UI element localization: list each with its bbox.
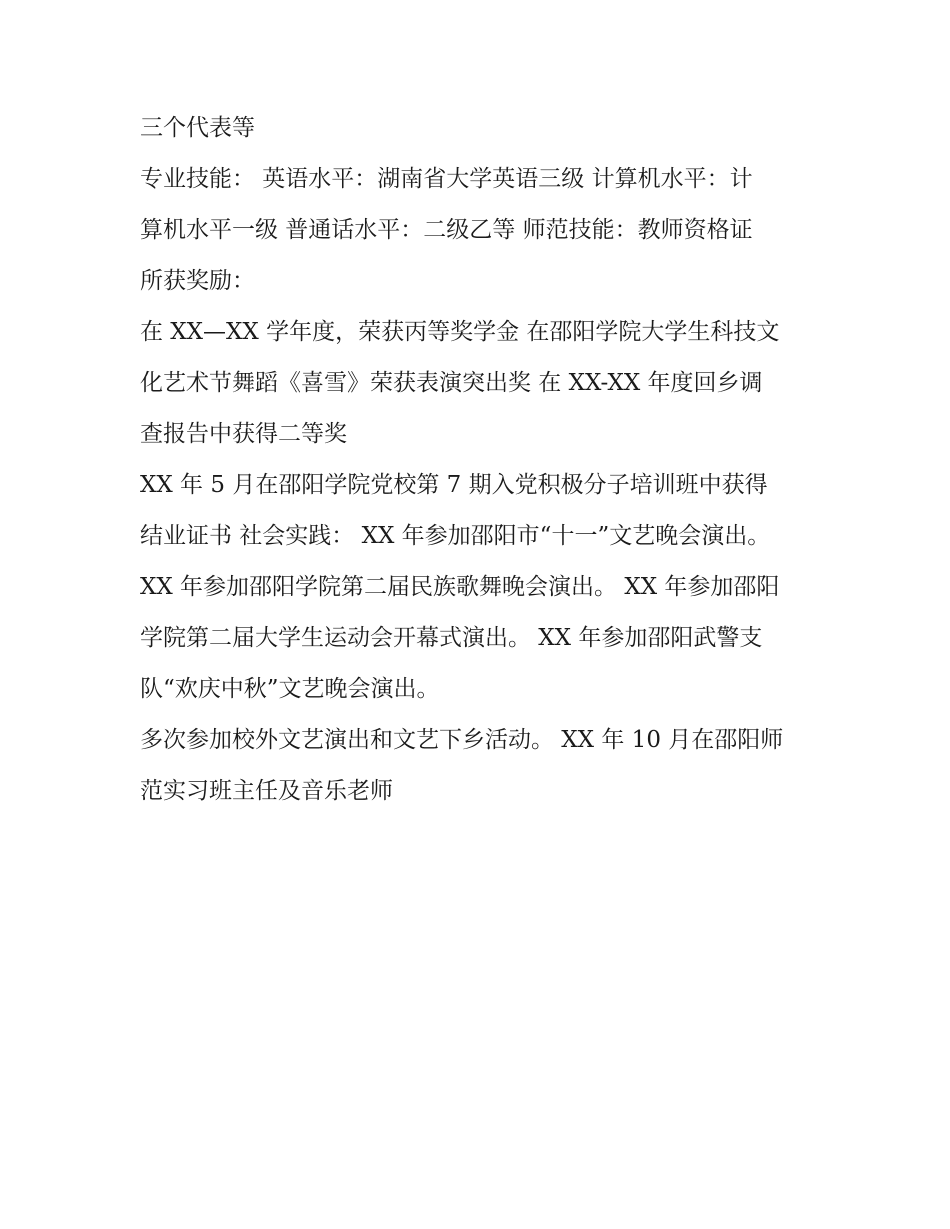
text-line: XX 年参加邵阳学院第二届民族歌舞晚会演出。 XX 年参加邵阳 [140, 574, 780, 600]
text-line: 三个代表等 [140, 115, 255, 141]
paragraph-performances [140, 715, 812, 817]
paragraph-social-practice [140, 460, 812, 715]
document-body [140, 103, 812, 817]
text-line: 结业证书 社会实践： XX 年参加邵阳市“十一”文艺晚会演出。 [140, 523, 771, 549]
text-line: 算机水平一级 普通话水平：二级乙等 师范技能：教师资格证 [140, 217, 753, 243]
text-line: XX 年 5 月在邵阳学院党校第 7 期入党积极分子培训班中获得 [140, 472, 768, 498]
paragraph-three-represents [140, 103, 812, 154]
text-line: 查报告中获得二等奖 [140, 421, 347, 447]
text-line: 专业技能： 英语水平：湖南省大学英语三级 计算机水平：计 [140, 166, 753, 192]
text-line: 多次参加校外文艺演出和文艺下乡活动。 XX 年 10 月在邵阳师 [140, 727, 784, 753]
text-line: 学院第二届大学生运动会开幕式演出。 XX 年参加邵阳武警支 [140, 625, 763, 651]
text-line: 化艺术节舞蹈《喜雪》荣获表演突出奖 在 XX-XX 年度回乡调 [140, 370, 763, 396]
text-line: 在 XX—XX 学年度，荣获丙等奖学金 在邵阳学院大学生科技文 [140, 319, 780, 345]
text-line: 队“欢庆中秋”文艺晚会演出。 [140, 676, 440, 702]
text-line: 范实习班主任及音乐老师 [140, 778, 393, 804]
paragraph-professional-skills [140, 154, 812, 307]
paragraph-awards [140, 307, 812, 460]
text-line: 所获奖励： [140, 268, 255, 294]
